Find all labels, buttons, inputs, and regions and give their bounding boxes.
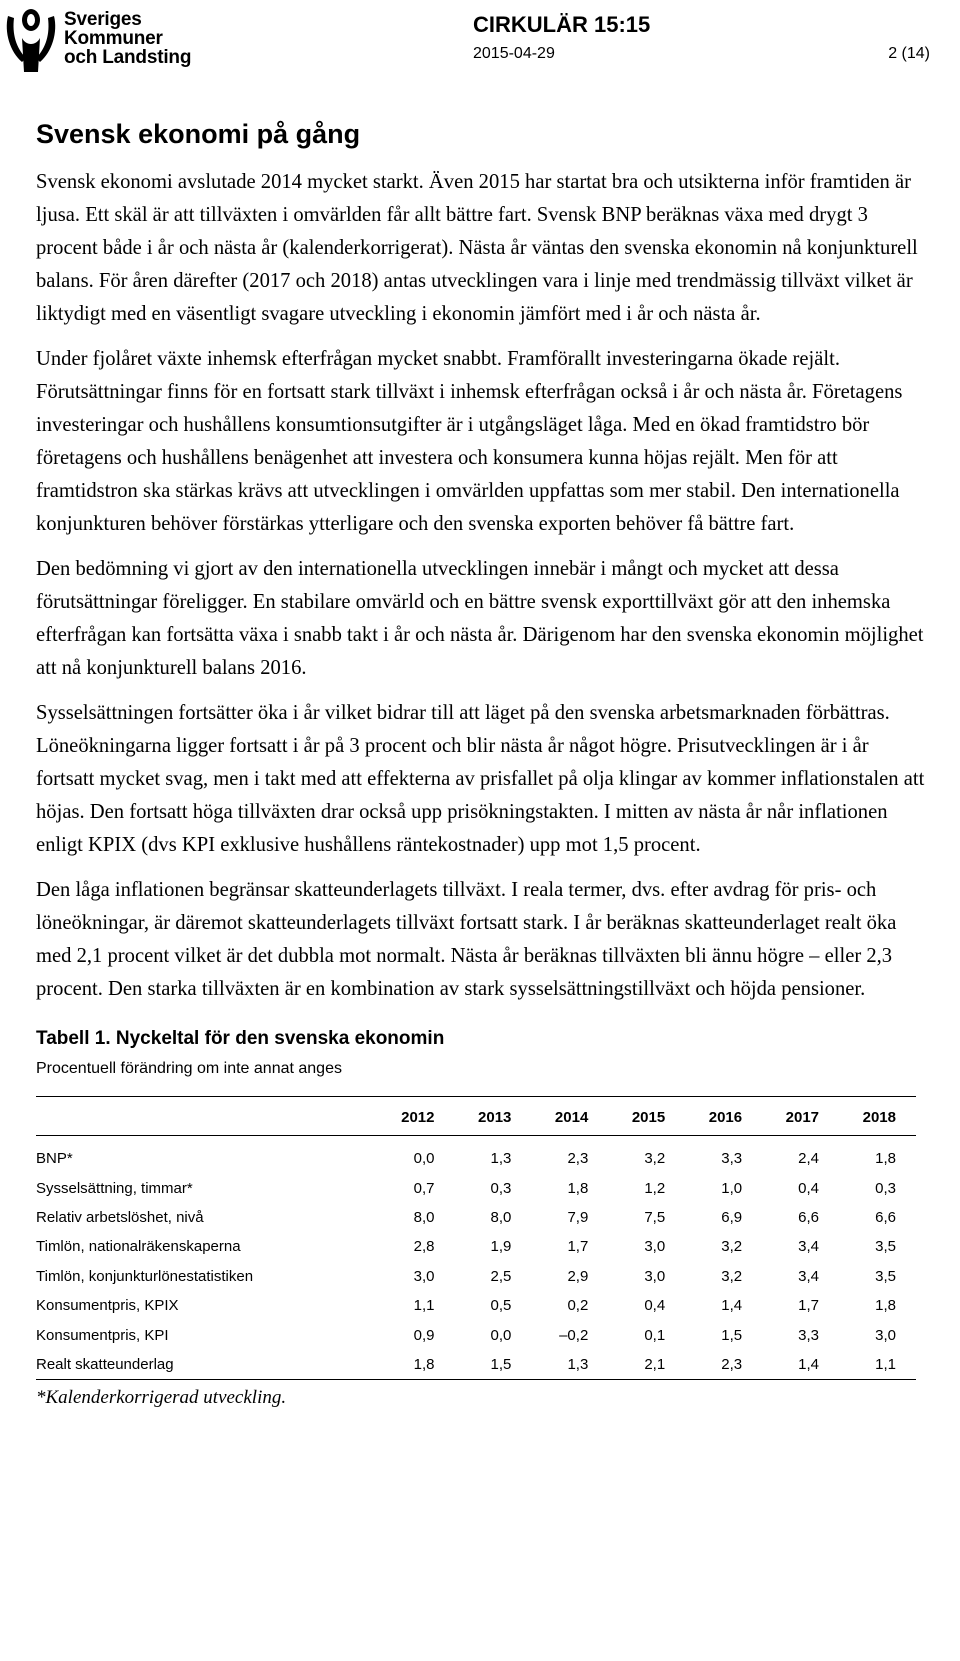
table-cell: 3,5 xyxy=(875,1238,896,1256)
logo-line-1: Sveriges xyxy=(64,9,142,30)
paragraph: Den bedömning vi gjort av den internationella utvecklingen innebär i mångt och mycket att dessa förutsättningar föreligger. En stabilare omvärld och en bättre svensk exporttillväxt gör att den inhemska efterfrågan kan fortsätta växa i snabb takt i år och nästa år. Därigenom har den svenska ekonomin möjlighet att nå konjunkturell balans 2016. xyxy=(36,558,924,679)
table-row xyxy=(36,1203,916,1232)
table-cell: 0,9 xyxy=(413,1326,435,1344)
page-number: 2 (14) xyxy=(888,45,930,62)
table-cell: 0,3 xyxy=(490,1179,512,1197)
section-title: Svensk ekonomi på gång xyxy=(36,119,361,149)
column-header: 2012 xyxy=(378,1097,455,1136)
column-header: 2013 xyxy=(454,1097,531,1136)
table-row xyxy=(36,1136,916,1174)
table-row xyxy=(36,1320,916,1349)
column-header: 2016 xyxy=(685,1097,762,1136)
table-cell: 8,0 xyxy=(490,1208,512,1226)
table-header-row xyxy=(36,1097,916,1136)
table-cell: 2,3 xyxy=(685,1350,762,1380)
table-cell: 3,4 xyxy=(798,1238,820,1256)
table-cell: 1,8 xyxy=(567,1179,589,1197)
table-cell: 0,7 xyxy=(413,1179,435,1197)
table-cell: 1,3 xyxy=(531,1350,608,1380)
row-label: Timlön, nationalräkenskaperna xyxy=(36,1238,241,1256)
table-cell: 1,9 xyxy=(490,1238,512,1256)
row-label: Timlön, konjunkturlönestatistiken xyxy=(36,1267,254,1285)
paragraph: Svensk ekonomi avslutade 2014 mycket starkt. Även 2015 har startat bra och utsikterna inför framtiden är ljusa. Ett skäl är att tillväxten i omvärlden får allt bättre fart. Svensk BNP beräknas växa med drygt 3 procent både i år och nästa år (kalenderkorrigerat). Nästa år väntas den svenska ekonomin nå konjunkturell balans. För åren därefter (2017 och 2018) antas utvecklingen vara i linje med trendmässig tillväxt vilket är liktydigt med en väsentligt svagare utveckling i ekonomin jämfört med i år och nästa år. xyxy=(36,171,918,325)
table-cell: 6,9 xyxy=(721,1208,743,1226)
row-label: Sysselsättning, timmar* xyxy=(36,1179,193,1197)
table-cell: 0,5 xyxy=(490,1297,512,1315)
table-row xyxy=(36,1291,916,1320)
table-cell: 1,5 xyxy=(454,1350,531,1380)
logo xyxy=(0,0,200,80)
table-cell: 0,4 xyxy=(798,1179,820,1197)
table-cell: 1,7 xyxy=(567,1238,589,1256)
table-row xyxy=(36,1173,916,1202)
table-cell: 0,2 xyxy=(567,1297,589,1315)
table-row xyxy=(36,1262,916,1291)
table-cell: 0,3 xyxy=(875,1179,896,1197)
table-cell: 2,9 xyxy=(567,1267,589,1285)
table-cell: 2,1 xyxy=(608,1350,685,1380)
table-cell: 6,6 xyxy=(875,1208,896,1226)
table-cell: 3,2 xyxy=(644,1150,666,1168)
table-cell: 1,1 xyxy=(413,1297,435,1315)
logo-line-3: och Landsting xyxy=(64,47,192,68)
table-cell: 3,2 xyxy=(721,1267,743,1285)
key-figures-table xyxy=(36,1096,916,1380)
table-cell: 1,0 xyxy=(721,1179,743,1197)
table-cell: 1,3 xyxy=(490,1150,512,1168)
column-header: 2018 xyxy=(839,1097,916,1136)
logo-wordmark xyxy=(64,10,191,67)
table-cell: 2,4 xyxy=(798,1150,820,1168)
table-title: Tabell 1. Nyckeltal för den svenska ekonomin xyxy=(36,1028,445,1049)
table-row xyxy=(36,1350,916,1380)
table-cell: 3,5 xyxy=(875,1267,896,1285)
table-cell: 3,4 xyxy=(798,1267,820,1285)
table-cell: 0,4 xyxy=(644,1297,666,1315)
table-cell: 3,0 xyxy=(644,1267,666,1285)
table-cell: 8,0 xyxy=(413,1208,435,1226)
table-cell: 3,0 xyxy=(413,1267,435,1285)
row-label: Konsumentpris, KPI xyxy=(36,1326,169,1344)
circular-title: CIRKULÄR 15:15 xyxy=(473,12,651,37)
table-cell: 1,1 xyxy=(839,1350,916,1380)
paragraph: Under fjolåret växte inhemsk efterfrågan mycket snabbt. Framförallt investeringarna ökade rejält. Förutsättningar finns för en fortsatt stark tillväxt i inhemsk efterfrågan också i år och nästa år. Företagens investeringar och hushållens konsumtionsutgifter är i utgångsläget låga. Med en ökad framtidstro bör företagens och hushållens benägenhet att investera och konsumera kunna höjas rejält. Men för att framtidstron ska stärkas krävs att utvecklingen i omvärlden uppfattas som mer stabil. Den internationella konjunkturen behöver förstärkas ytterligare och den svenska exporten behöver få bättre fart. xyxy=(36,348,903,535)
table-cell: 0,1 xyxy=(644,1326,666,1344)
logo-line-2: Kommuner xyxy=(64,28,163,49)
table-subtitle: Procentuell förändring om inte annat anges xyxy=(36,1060,342,1077)
table-cell: 2,5 xyxy=(490,1267,512,1285)
circular-date: 2015-04-29 xyxy=(473,45,555,62)
table-cell: 0,0 xyxy=(413,1150,435,1168)
row-label: Relativ arbetslöshet, nivå xyxy=(36,1208,204,1226)
table-body xyxy=(36,1136,916,1380)
table-row xyxy=(36,1232,916,1261)
column-header: 2017 xyxy=(762,1097,839,1136)
table-cell: 1,8 xyxy=(378,1350,455,1380)
table-cell: 1,4 xyxy=(721,1297,743,1315)
table-cell: 6,6 xyxy=(798,1208,820,1226)
table-cell: 1,2 xyxy=(644,1179,666,1197)
table-cell: 3,3 xyxy=(798,1326,820,1344)
column-header: 2015 xyxy=(608,1097,685,1136)
table-cell: 3,3 xyxy=(721,1150,743,1168)
table-footnote: *Kalenderkorrigerad utveckling. xyxy=(36,1387,287,1409)
table-cell: 7,9 xyxy=(567,1208,589,1226)
skl-emblem-icon xyxy=(2,2,60,76)
table-cell: 1,8 xyxy=(875,1150,896,1168)
column-header xyxy=(36,1097,378,1136)
paragraph: Sysselsättningen fortsätter öka i år vilket bidrar till att läget på den svenska arbetsmarknaden förbättras. Löneökningarna ligger fortsatt i år på 3 procent och blir nästa år något högre. Prisutvecklingen är i år fortsatt mycket svag, men i takt med att effekterna av prisfallet på olja klingar av kommer inflationstalen att höjas. Den fortsatt höga tillväxten drar också upp prisökningstakten. I mitten av nästa år når inflationen enligt KPIX (dvs KPI exklusive hushållens räntekostnader) upp mot 1,5 procent. xyxy=(36,702,925,856)
column-header: 2014 xyxy=(531,1097,608,1136)
row-label: Realt skatteunderlag xyxy=(36,1350,378,1380)
table-cell: 3,2 xyxy=(721,1238,743,1256)
table-cell: 3,0 xyxy=(875,1326,896,1344)
table-cell: 1,5 xyxy=(721,1326,743,1344)
table-cell: 7,5 xyxy=(644,1208,666,1226)
table-cell: 2,8 xyxy=(413,1238,435,1256)
table-cell: –0,2 xyxy=(559,1326,589,1344)
table-cell: 0,0 xyxy=(490,1326,512,1344)
paragraph: Den låga inflationen begränsar skatteunderlagets tillväxt. I reala termer, dvs. efter avdrag för pris- och löneökningar, är däremot skatteunderlagets tillväxt fortsatt stark. I år beräknas skatteunderlaget realt öka med 2,1 procent vilket är det dubbla mot normalt. Nästa år beräknas tillväxten bli ännu högre – eller 2,3 procent. Den starka tillväxten är en kombination av stark sysselsättningstillväxt och höjda pensioner. xyxy=(36,879,897,1000)
table-cell: 2,3 xyxy=(567,1150,589,1168)
table-cell: 1,7 xyxy=(798,1297,820,1315)
table-cell: 1,8 xyxy=(875,1297,896,1315)
row-label: Konsumentpris, KPIX xyxy=(36,1297,179,1315)
document-body xyxy=(36,118,931,1410)
table-cell: 1,4 xyxy=(762,1350,839,1380)
row-label: BNP* xyxy=(36,1150,73,1168)
table-cell: 3,0 xyxy=(644,1238,666,1256)
